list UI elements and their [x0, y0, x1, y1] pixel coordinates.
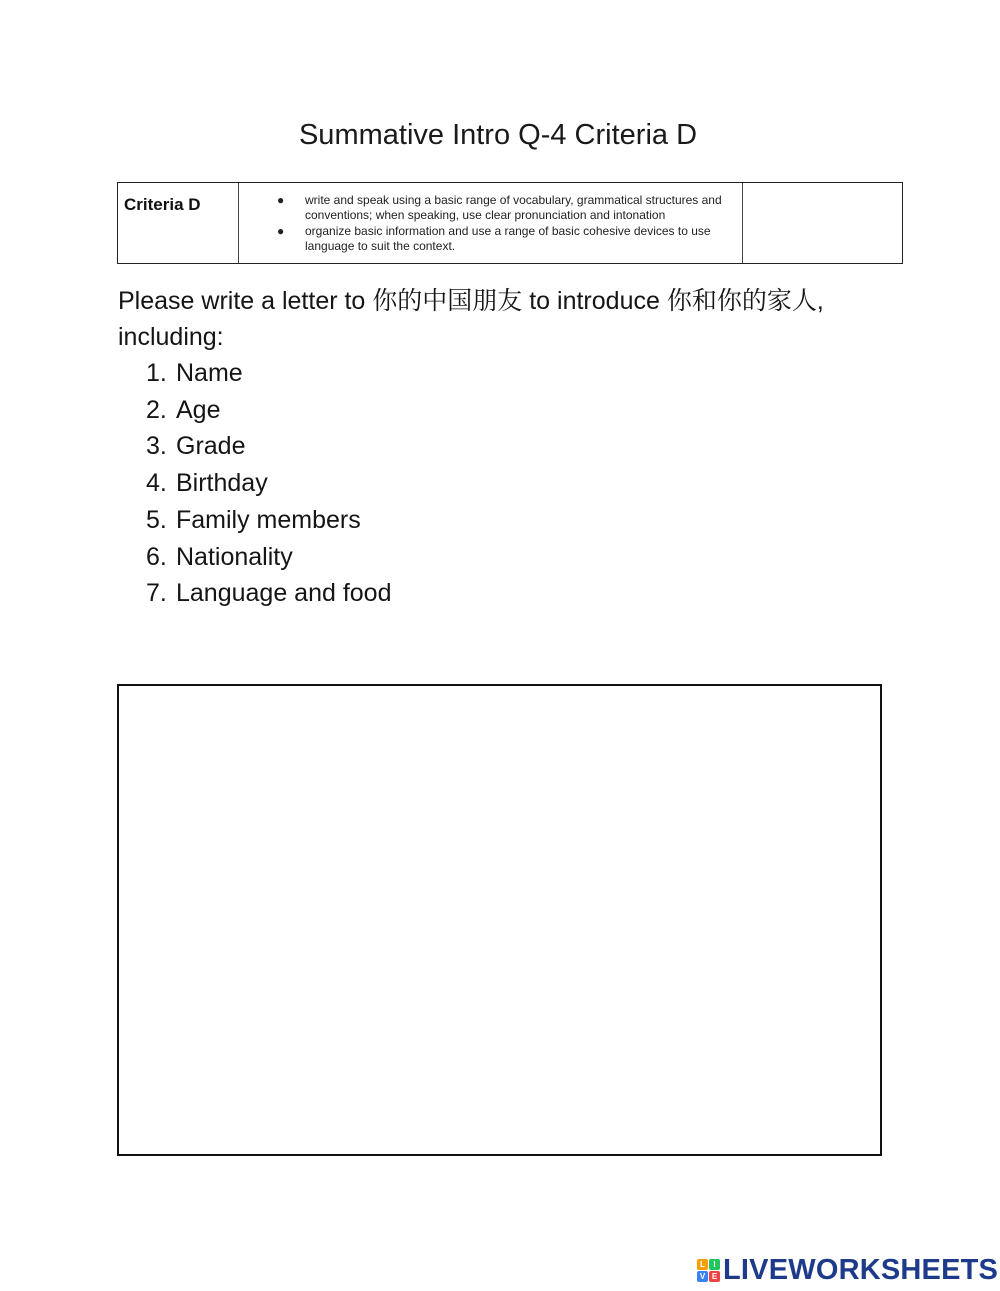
answer-text-box[interactable]: [117, 684, 882, 1156]
requirement-list: [146, 355, 392, 612]
logo-mark-letter: V: [697, 1271, 708, 1282]
list-item-number: 3.: [146, 432, 167, 461]
list-item: [146, 428, 392, 465]
list-item-number: 5.: [146, 505, 167, 534]
logo-text: LIVEWORKSHEETS: [723, 1254, 999, 1286]
list-item-text: Name: [176, 359, 243, 387]
list-item-number: 6.: [146, 542, 167, 571]
logo-mark-letter: E: [709, 1271, 720, 1282]
logo-mark-letter: I: [709, 1259, 720, 1270]
list-item: [146, 465, 392, 502]
page-title: Summative Intro Q-4 Criteria D: [298, 119, 698, 151]
list-item: [146, 392, 392, 429]
logo-mark-icon: [697, 1259, 720, 1282]
list-item-text: Age: [176, 395, 221, 424]
criteria-score-cell: [743, 183, 902, 263]
bullet-icon: ●: [277, 193, 285, 207]
list-item-text: Birthday: [176, 469, 268, 498]
list-item: [146, 575, 392, 612]
list-item-text: Grade: [176, 432, 246, 461]
list-item-number: 7.: [146, 579, 167, 608]
writing-prompt: Please write a letter to 你的中国朋友 to introduce 你和你的家人, including:: [118, 287, 824, 351]
criteria-descriptor: [239, 224, 736, 255]
list-item-text: Nationality: [176, 542, 293, 571]
criteria-name: Criteria D: [118, 183, 239, 263]
list-item: [146, 539, 392, 576]
list-item-number: 2.: [146, 395, 167, 424]
list-item-text: Family members: [176, 505, 361, 534]
bullet-icon: ●: [277, 223, 285, 238]
logo-mark-letter: L: [697, 1259, 708, 1270]
criteria-table: [117, 182, 903, 264]
list-item-number: 4.: [146, 469, 167, 498]
criteria-descriptor-text: organize basic information and use a range of basic cohesive devices to use language to suit the context.: [305, 223, 711, 253]
list-item-number: 1.: [146, 359, 167, 387]
criteria-descriptor-text: write and speak using a basic range of vocabulary, grammatical structures and conventions; when speaking, use clear pronunciation and intonation: [305, 193, 722, 223]
list-item: [146, 502, 392, 539]
criteria-descriptor: [239, 193, 736, 224]
criteria-descriptors: [239, 183, 743, 263]
liveworksheets-logo: [697, 1254, 998, 1286]
list-item: [146, 355, 392, 392]
list-item-text: Language and food: [176, 579, 392, 608]
